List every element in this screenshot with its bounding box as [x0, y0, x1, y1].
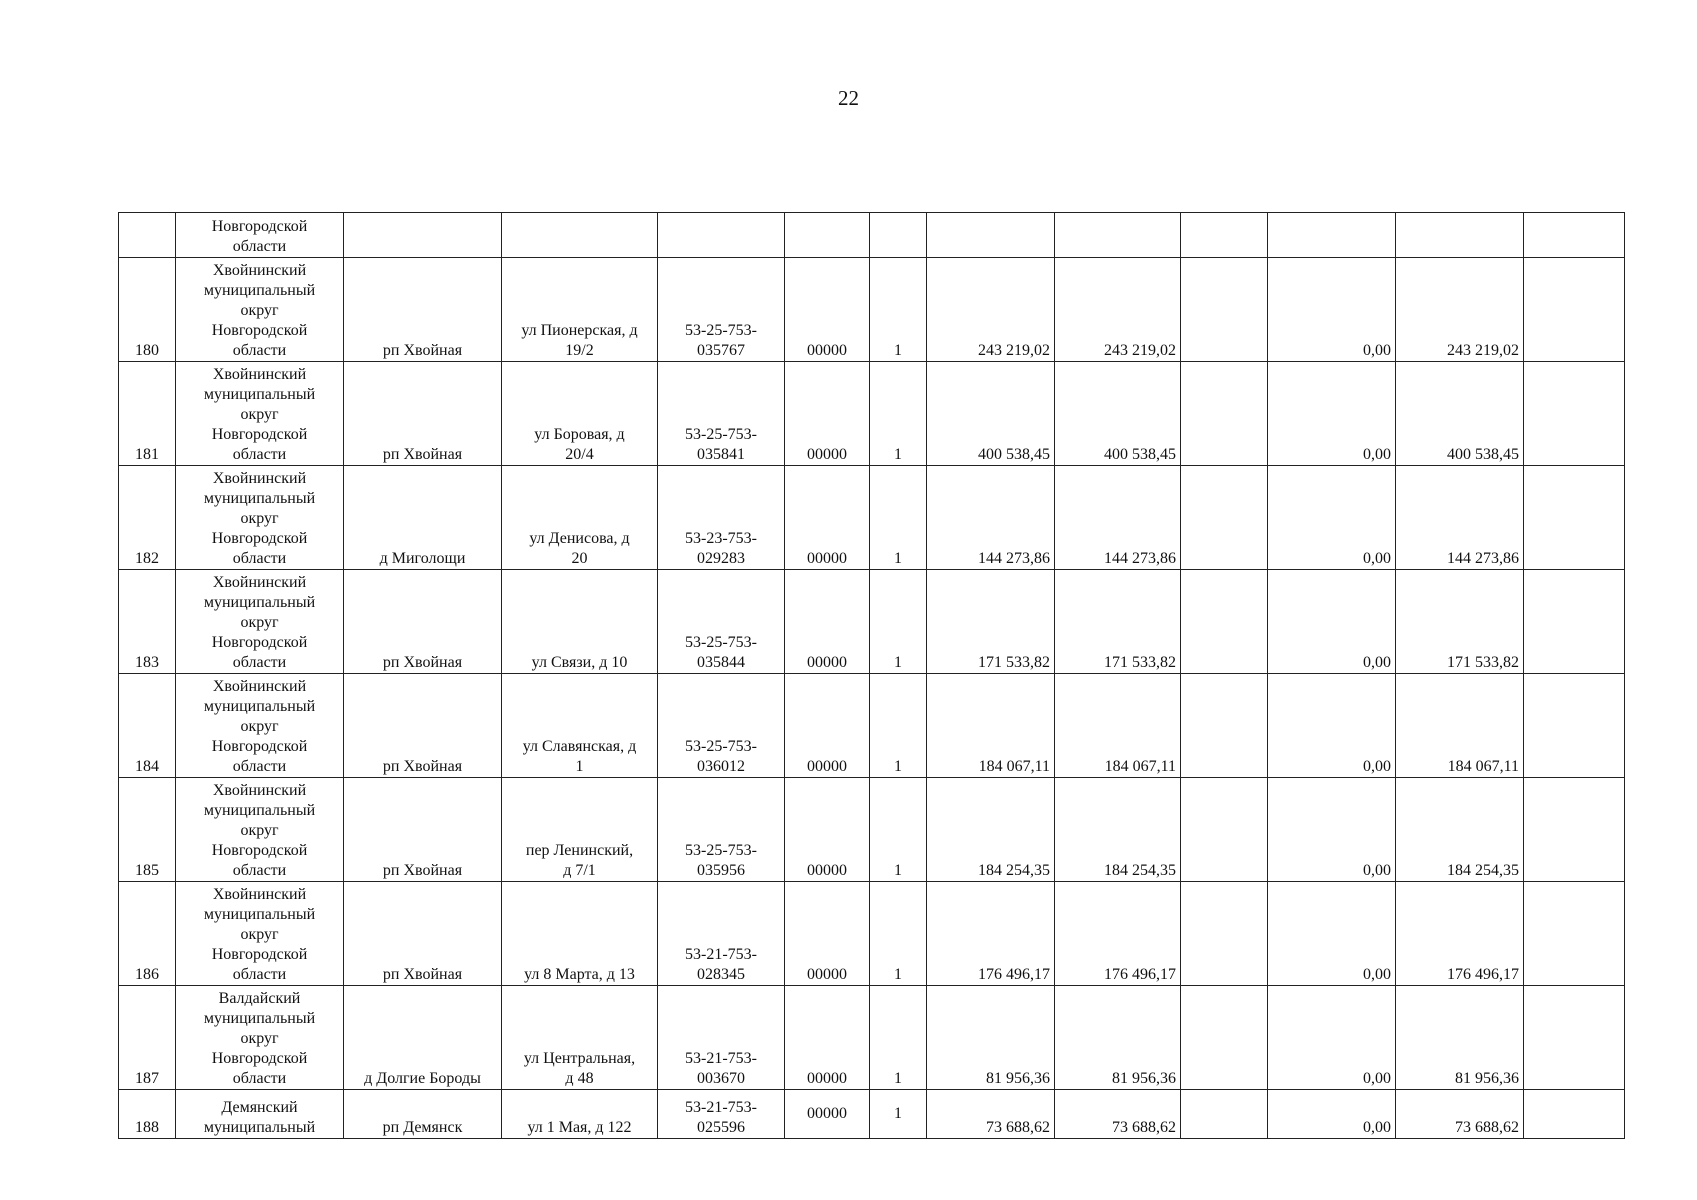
cell-code: 53-25-753- 035841: [658, 362, 785, 466]
cell-zeros: 00000: [785, 778, 870, 882]
cell-count: 1: [870, 570, 927, 674]
cell-zeros: 00000: [785, 882, 870, 986]
cell-zero-amount: 0,00: [1268, 258, 1396, 362]
cell-total: [1396, 213, 1524, 258]
cell-count: 1: [870, 258, 927, 362]
cell-address: ул Центральная, д 48: [502, 986, 658, 1090]
cell-count: 1: [870, 882, 927, 986]
cell-total: 184 254,35: [1396, 778, 1524, 882]
cell-count: 1: [870, 986, 927, 1090]
cell-amount-2: 400 538,45: [1055, 362, 1181, 466]
cell-municipality: Валдайский муниципальный округ Новгородской области: [176, 986, 344, 1090]
cell-count: 1: [870, 362, 927, 466]
cell-locality: д Миголощи: [344, 466, 502, 570]
cell-amount-2: 81 956,36: [1055, 986, 1181, 1090]
cell-total: 81 956,36: [1396, 986, 1524, 1090]
cell-address: ул Славянская, д 1: [502, 674, 658, 778]
cell-number: 183: [119, 570, 176, 674]
cell-number: [119, 213, 176, 258]
cell-address: пер Ленинский, д 7/1: [502, 778, 658, 882]
cell-amount-1: 400 538,45: [927, 362, 1055, 466]
cell-municipality: Хвойнинский муниципальный округ Новгородской области: [176, 882, 344, 986]
cell-empty-last: [1524, 466, 1625, 570]
cell-empty: [1181, 674, 1268, 778]
cell-amount-2: 144 273,86: [1055, 466, 1181, 570]
cell-zero-amount: 0,00: [1268, 882, 1396, 986]
cell-count: 1: [870, 466, 927, 570]
cell-empty-last: [1524, 882, 1625, 986]
cell-total: 243 219,02: [1396, 258, 1524, 362]
cell-zero-amount: 0,00: [1268, 466, 1396, 570]
cell-address: ул Пионерская, д 19/2: [502, 258, 658, 362]
cell-amount-2: 184 067,11: [1055, 674, 1181, 778]
cell-number: 182: [119, 466, 176, 570]
cell-empty-last: [1524, 258, 1625, 362]
cell-zero-amount: 0,00: [1268, 570, 1396, 674]
cell-total: 400 538,45: [1396, 362, 1524, 466]
cell-zeros: 00000: [785, 674, 870, 778]
cell-total: 144 273,86: [1396, 466, 1524, 570]
cell-zero-amount: 0,00: [1268, 1090, 1396, 1139]
cell-number: 186: [119, 882, 176, 986]
cell-number: 185: [119, 778, 176, 882]
cell-number: 184: [119, 674, 176, 778]
table-row: [119, 1090, 1625, 1139]
cell-zeros: [785, 213, 870, 258]
cell-amount-1: 184 067,11: [927, 674, 1055, 778]
cell-empty: [1181, 882, 1268, 986]
cell-code: 53-23-753- 029283: [658, 466, 785, 570]
cell-amount-1: [927, 213, 1055, 258]
cell-empty: [1181, 362, 1268, 466]
cell-locality: рп Хвойная: [344, 882, 502, 986]
cell-amount-1: 171 533,82: [927, 570, 1055, 674]
cell-address: ул Связи, д 10: [502, 570, 658, 674]
cell-zero-amount: [1268, 213, 1396, 258]
cell-empty-last: [1524, 570, 1625, 674]
registry-table: [118, 212, 1625, 1139]
cell-locality: рп Хвойная: [344, 674, 502, 778]
cell-zero-amount: 0,00: [1268, 778, 1396, 882]
cell-amount-1: 176 496,17: [927, 882, 1055, 986]
cell-empty-last: [1524, 986, 1625, 1090]
cell-count: 1: [870, 778, 927, 882]
cell-amount-1: 243 219,02: [927, 258, 1055, 362]
cell-empty-last: [1524, 362, 1625, 466]
cell-empty: [1181, 466, 1268, 570]
cell-municipality: Хвойнинский муниципальный округ Новгородской области: [176, 674, 344, 778]
cell-empty: [1181, 986, 1268, 1090]
cell-total: 176 496,17: [1396, 882, 1524, 986]
cell-municipality: Хвойнинский муниципальный округ Новгородской области: [176, 362, 344, 466]
cell-amount-2: 176 496,17: [1055, 882, 1181, 986]
cell-empty: [1181, 1090, 1268, 1139]
cell-number: 180: [119, 258, 176, 362]
table-row: [119, 882, 1625, 986]
cell-zeros: 00000: [785, 362, 870, 466]
cell-code: 53-21-753- 003670: [658, 986, 785, 1090]
table-row: [119, 466, 1625, 570]
cell-municipality: Демянский муниципальный: [176, 1090, 344, 1139]
cell-locality: д Долгие Бороды: [344, 986, 502, 1090]
cell-total: 184 067,11: [1396, 674, 1524, 778]
cell-empty-last: [1524, 213, 1625, 258]
cell-empty: [1181, 570, 1268, 674]
page-number: 22: [838, 86, 859, 110]
table-row: [119, 362, 1625, 466]
cell-municipality: Хвойнинский муниципальный округ Новгородской области: [176, 466, 344, 570]
cell-number: 188: [119, 1090, 176, 1139]
cell-amount-2: [1055, 213, 1181, 258]
cell-total: 73 688,62: [1396, 1090, 1524, 1139]
table-row-continuation: [119, 213, 1625, 258]
cell-locality: рп Хвойная: [344, 258, 502, 362]
cell-empty-last: [1524, 674, 1625, 778]
cell-amount-1: 73 688,62: [927, 1090, 1055, 1139]
cell-code: 53-21-753- 028345: [658, 882, 785, 986]
cell-address: ул Боровая, д 20/4: [502, 362, 658, 466]
cell-zeros: 00000: [785, 570, 870, 674]
cell-locality: рп Хвойная: [344, 570, 502, 674]
cell-code: [658, 213, 785, 258]
cell-amount-2: 73 688,62: [1055, 1090, 1181, 1139]
cell-count: 1: [870, 674, 927, 778]
cell-address: ул Денисова, д 20: [502, 466, 658, 570]
cell-empty-last: [1524, 1090, 1625, 1139]
table-row: [119, 674, 1625, 778]
cell-empty: [1181, 213, 1268, 258]
cell-zero-amount: 0,00: [1268, 362, 1396, 466]
cell-number: 181: [119, 362, 176, 466]
cell-locality: рп Демянск: [344, 1090, 502, 1139]
cell-zero-amount: 0,00: [1268, 674, 1396, 778]
cell-municipality: Хвойнинский муниципальный округ Новгородской области: [176, 258, 344, 362]
cell-amount-2: 184 254,35: [1055, 778, 1181, 882]
cell-amount-1: 144 273,86: [927, 466, 1055, 570]
cell-locality: рп Хвойная: [344, 362, 502, 466]
cell-address: ул 1 Мая, д 122: [502, 1090, 658, 1139]
table-row: [119, 778, 1625, 882]
cell-empty-last: [1524, 778, 1625, 882]
cell-zeros: 00000: [785, 986, 870, 1090]
cell-amount-2: 243 219,02: [1055, 258, 1181, 362]
cell-code: 53-25-753- 035956: [658, 778, 785, 882]
cell-zeros: 00000: [785, 466, 870, 570]
cell-amount-1: 81 956,36: [927, 986, 1055, 1090]
cell-municipality: Хвойнинский муниципальный округ Новгородской области: [176, 570, 344, 674]
cell-code: 53-25-753- 036012: [658, 674, 785, 778]
cell-address: ул 8 Марта, д 13: [502, 882, 658, 986]
cell-count: [870, 213, 927, 258]
cell-zero-amount: 0,00: [1268, 986, 1396, 1090]
cell-amount-1: 184 254,35: [927, 778, 1055, 882]
cell-locality: [344, 213, 502, 258]
cell-zeros: 00000: [785, 258, 870, 362]
cell-code: 53-25-753- 035844: [658, 570, 785, 674]
table-row: [119, 258, 1625, 362]
cell-number: 187: [119, 986, 176, 1090]
cell-amount-2: 171 533,82: [1055, 570, 1181, 674]
cell-total: 171 533,82: [1396, 570, 1524, 674]
cell-municipality: Новгородской области: [176, 213, 344, 258]
cell-municipality: Хвойнинский муниципальный округ Новгородской области: [176, 778, 344, 882]
table-row: [119, 570, 1625, 674]
cell-count: 1: [870, 1090, 927, 1139]
cell-code: 53-21-753- 025596: [658, 1090, 785, 1139]
cell-zeros: 00000: [785, 1090, 870, 1139]
cell-code: 53-25-753- 035767: [658, 258, 785, 362]
cell-address: [502, 213, 658, 258]
cell-empty: [1181, 258, 1268, 362]
cell-empty: [1181, 778, 1268, 882]
cell-locality: рп Хвойная: [344, 778, 502, 882]
table-row: [119, 986, 1625, 1090]
